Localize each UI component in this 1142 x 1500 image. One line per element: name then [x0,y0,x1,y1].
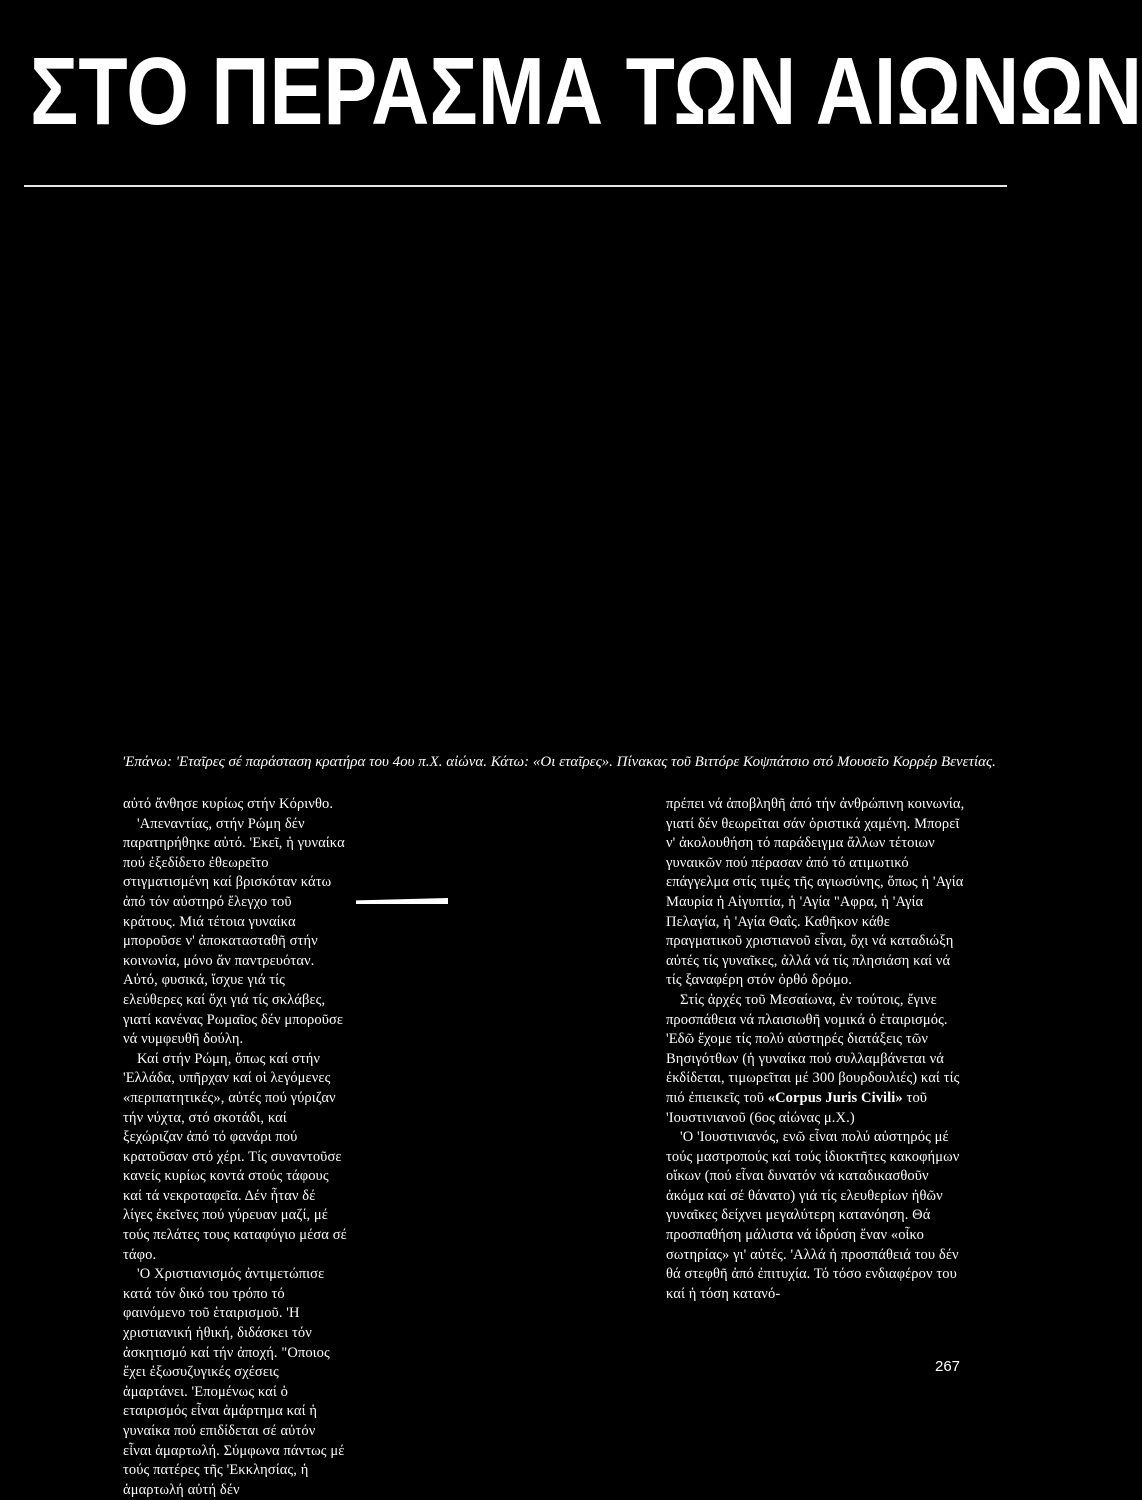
bold-term: «Corpus Juris Civili» [767,1089,903,1106]
paragraph-text: τοῦ 'Ιουστινιανοῦ (6ος αἰώνας μ.Χ.) [666,1089,928,1126]
paragraph-text: Στίς ἀρχές τοῦ Μεσαίωνα, ἐν τούτοις, ἔγινε προσπάθεια νά πλαισιωθῆ νομικά ὁ ἑταιρισμός. 'Εδῶ ἔχομε τίς πολύ αὐστηρές διατάξεις τῶν Βησιγότθων (ἡ γυναίκα πού συλλαμβάνεται νά ἐκδίδεται, τιμωρεῖται μέ 300 βουρδουλιές) καί τίς πιό ἐπιεικεῖς τοῦ [666,991,960,1106]
paragraph: Καί στήν Ρώμη, ὅπως καί στήν 'Ελλάδα, υπῆρχαν καί οἱ λεγόμενες «περιπατητικές», αὐτές πού γύριζαν τήν νύχτα, στό σκοτάδι, καί ξεχώριζαν ἀπό τό φανάρι πού κρατοῦσαν στό χέρι. Τίς συναντοῦσε κανείς κυρίως κοντά στούς τάφους καί τά νεκροταφεῖα. Δέν ἦταν δέ λίγες ἐκεῖνες πού γύρευαν μαζί, μέ τούς πελάτες τους καταφύγιο μέσα σέ τάφο. [123,1050,347,1263]
page-number: 267 [935,1358,961,1375]
paragraph: αὐτό ἄνθησε κυρίως στήν Κόρινθο. [123,796,334,812]
paragraph: 'Απεναντίας, στήν Ρώμη δέν παρατηρήθηκε αὐτό. 'Εκεῖ, ἡ γυναίκα πού ἐξεδίδετο ἐθεωρεῖτο στιγματισμένη καί βρισκόταν κάτω ἀπό τόν αὐστηρό ἔλεγχο τοῦ κράτους. Μιά τέτοια γυναίκα μποροῦσε ν' ἀποκατασταθῆ στήν κοινωνία, μόνο ἄν παντρευόταν. Αὐτό, φυσικά, ἴσχυε γιά τίς ελεύθερες καί ὄχι γιά τίς σκλάβες, γιατί κανένας Ρωμαῖος δέν μποροῦσε νά νυμφευθῆ δούλη. [123,815,345,1048]
paragraph: 'Ο 'Ιουστινιανός, ενῶ εἶναι πολύ αὐστηρός μέ τούς μαστροπούς καί τούς ἰδιοκτῆτες κακοφήμων οἴκων (πού εἶναι δυνατόν νά καταδικασθοῦν ἀκόμα καί σέ θάνατο) γιά τίς ελευθερίων ἠθῶν γυναῖκες δείχνει μεγαλύτερη κατανόηση. Θά προσπαθήση μάλιστα νά ἱδρύση ἕναν «οἶκο σωτηρίας» γι' αὐτές. 'Αλλά ἡ προσπάθειά του δέν θά στεφθῆ ἀπό ἐπιτυχία. Τό τόσο ενδιαφέρον του καί ἡ τόση κατανό- [666,1129,960,1302]
paragraph: πρέπει νά ἀποβληθῆ ἀπό τήν ἀνθρώπινη κοινωνία, γιατί δέν θεωρεῖται σάν ὁριστικά χαμένη. Μπορεῖ ν' ἀκολουθήση τό παράδειγμα ἄλλων τέτοιων γυναικῶν πού πέρασαν ἀπό τό ατιμωτικό επάγγελμα στίς τιμές τῆς αγιωσύνης, ὅπως ἡ 'Αγία Μαυρία ἡ Αἰγυπτία, ἡ 'Αγία "Αφρα, ἡ 'Αγία Πελαγία, ἡ 'Αγία Θαΐς. Καθῆκον κάθε πραγματικοῦ χριστιανοῦ εἶναι, ὄχι νά καταδιώξη αὐτές τίς γυναῖκες, ἀλλά νά τίς πλησιάση καί νά τίς ξαναφέρη στόν ὀρθό δρόμο. [666,796,965,989]
left-column [123,795,347,1500]
right-column [666,795,966,1304]
decorative-rule [356,898,448,904]
page-title: ΣΤΟ ΠΕΡΑΣΜΑ ΤΩΝ ΑΙΩΝΩΝ [30,38,1142,145]
paragraph: 'Ο Χριστιανισμός ἀντιμετώπισε κατά τόν δικό του τρόπο τό φαινόμενο τοῦ ἑταιρισμοῦ. 'Η χριστιανική ἠθική, διδάσκει τόν ἀσκητισμό καί τήν ἀποχή. "Οποιος ἔχει ἐξωσυζυγικές σχέσεις ἁμαρτάνει. 'Επομένως καί ὁ εταιρισμός εἶναι ἁμάρτημα καί ἡ γυναίκα πού επιδίδεται σέ αὐτόν εἶναι ἁμαρτωλή. Σύμφωνα πάντως μέ τούς πατέρες τῆς 'Εκκλησίας, ἡ ἁμαρτωλή αὐτή δέν [123,1266,345,1498]
image-caption: 'Επάνω: 'Εταῖρες σέ παράσταση κρατήρα του 4ου π.Χ. αἰώνα. Κάτω: «Οι εταῖρες». Πίνακας τοῦ Βιττόρε Κοψπάτσιο στό Μουσεῖο Κορρέρ Βενετίας. [122,754,996,770]
title-divider [24,185,1007,187]
photo-area [24,195,1007,715]
paragraph [666,991,966,1128]
